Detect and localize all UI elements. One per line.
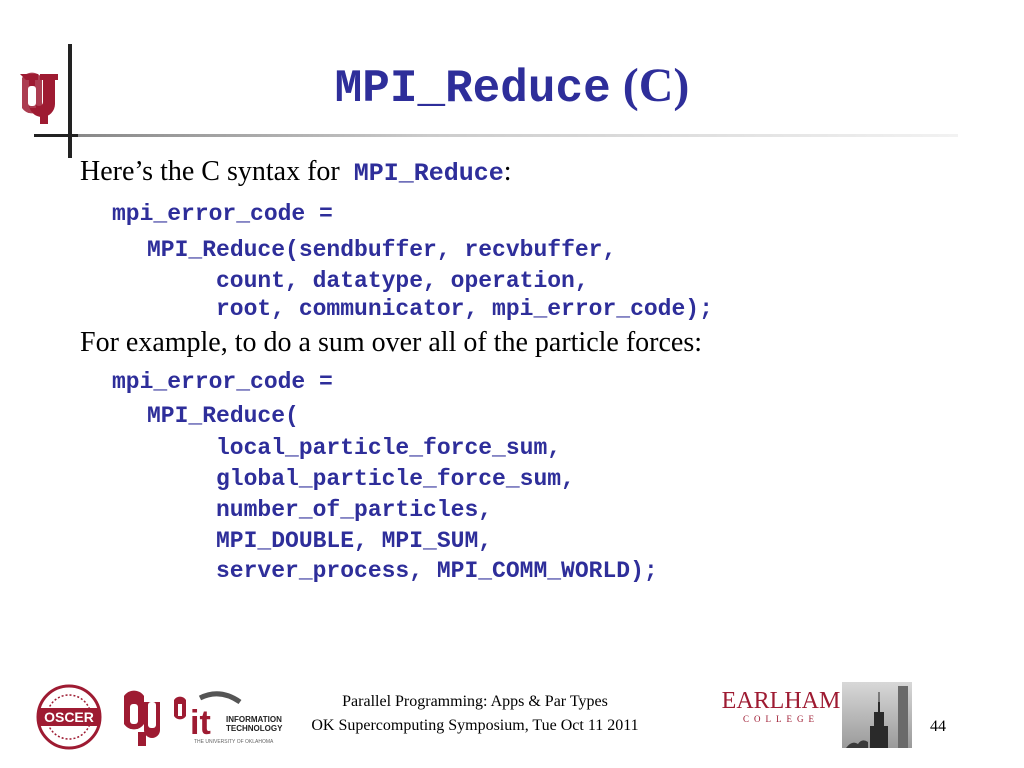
footer-course-title: Parallel Programming: Apps & Par Types (342, 693, 608, 710)
title-suffix: (C) (622, 59, 690, 112)
example-line-3: local_particle_force_sum, (216, 435, 562, 461)
syntax-line-3: count, datatype, operation, (216, 268, 589, 294)
header-horizontal-rule (34, 134, 78, 137)
example-line-2: MPI_Reduce( (147, 403, 299, 429)
svg-text:INFORMATION: INFORMATION (226, 715, 282, 724)
bullet-syntax-intro: Here’s the C syntax for MPI_Reduce: (80, 156, 512, 188)
skyline-photo-icon (842, 682, 912, 748)
page-number: 44 (930, 718, 946, 735)
syntax-line-2: MPI_Reduce(sendbuffer, recvbuffer, (147, 237, 617, 263)
slide-title (0, 58, 1024, 115)
svg-text:TECHNOLOGY: TECHNOLOGY (226, 724, 283, 733)
example-line-1: mpi_error_code = (112, 369, 333, 395)
syntax-line-1: mpi_error_code = (112, 201, 333, 227)
svg-text:EARLHAM: EARLHAM (722, 688, 840, 714)
syntax-line-4: root, communicator, mpi_error_code); (216, 296, 713, 322)
footer-event: OK Supercomputing Symposium, Tue Oct 11 2011 (311, 717, 639, 734)
bullet-example-intro: For example, to do a sum over all of the particle forces: (80, 327, 703, 358)
header-rule-fade (78, 134, 958, 137)
svg-text:THE UNIVERSITY OF OKLAHOMA: THE UNIVERSITY OF OKLAHOMA (194, 739, 274, 745)
example-line-7: server_process, MPI_COMM_WORLD); (216, 558, 658, 584)
svg-text:COLLEGE: COLLEGE (743, 714, 819, 724)
svg-text:OSCER: OSCER (44, 709, 94, 725)
inline-code-mpi-reduce: MPI_Reduce (353, 159, 504, 188)
example-line-4: global_particle_force_sum, (216, 466, 575, 492)
earlham-logo-icon (722, 686, 840, 726)
ou-footer-logo-icon (118, 688, 164, 748)
svg-text:it: it (190, 704, 211, 742)
example-line-5: number_of_particles, (216, 497, 493, 523)
oscer-logo-icon (24, 684, 114, 750)
example-line-6: MPI_DOUBLE, MPI_SUM, (216, 528, 493, 554)
title-code: MPI_Reduce (334, 63, 611, 115)
